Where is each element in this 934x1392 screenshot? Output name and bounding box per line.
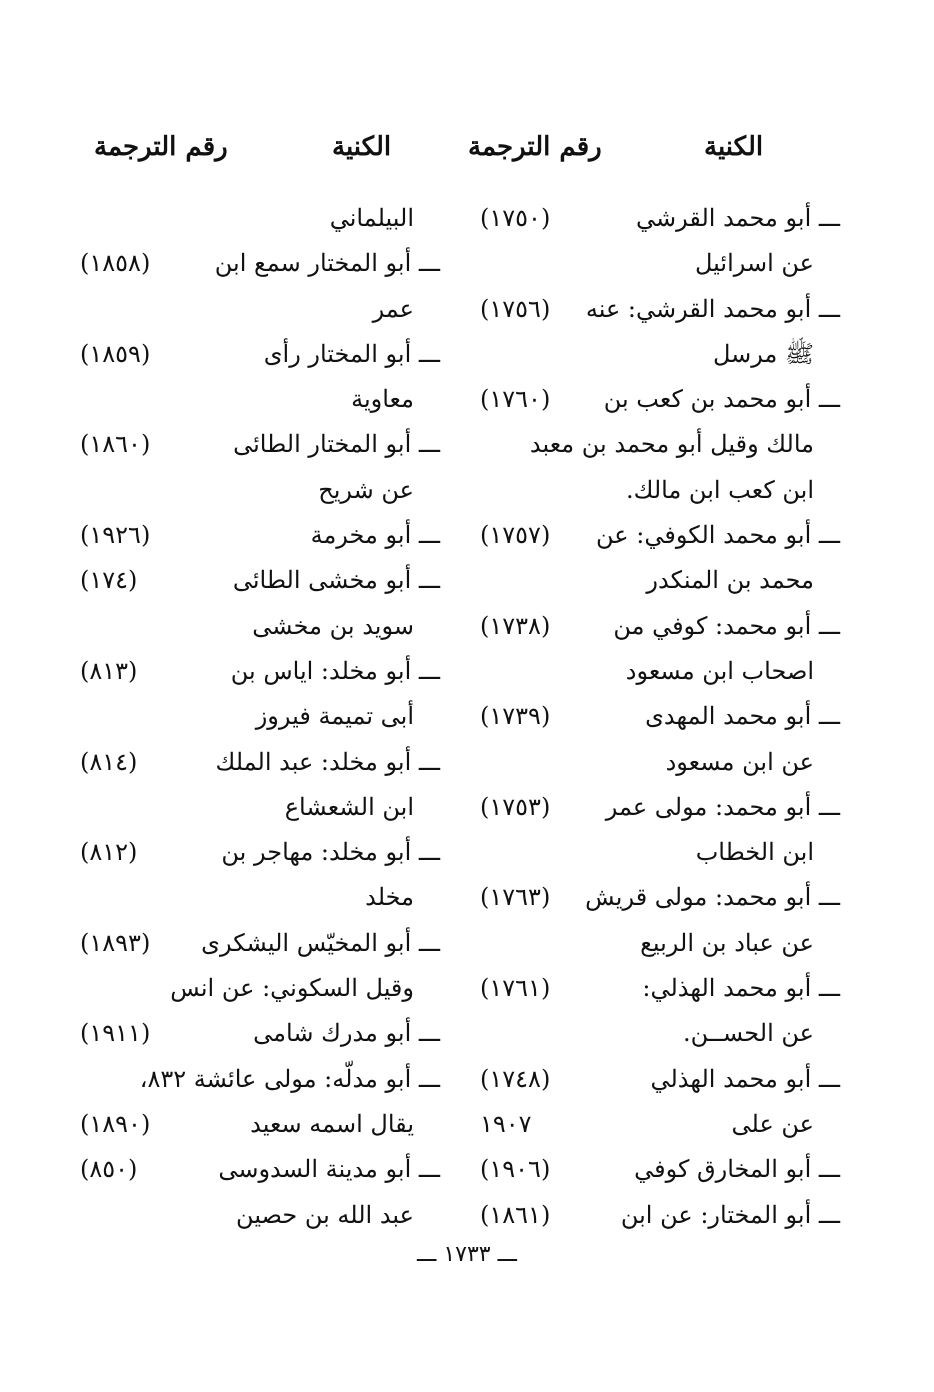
entry-text: ابن الخطاب	[695, 838, 814, 867]
entry-number: (١٧٥٧)	[480, 521, 551, 550]
list-item	[480, 377, 840, 422]
entry-number: (١٧٤٨)	[480, 1064, 551, 1093]
right-column	[480, 196, 840, 1229]
entry-text: ـــ أبو محمد: كوفي من	[613, 611, 840, 640]
entry-text: ـــ أبو المختار رأى	[263, 339, 440, 368]
entry-text: وقيل السكوني: عن انس	[170, 974, 414, 1003]
entry-text: عبد الله بن حصين	[236, 1200, 414, 1229]
entry-text: ابن كعب ابن مالك.	[625, 475, 814, 504]
list-item	[80, 649, 440, 694]
list-item	[80, 921, 440, 966]
list-item	[80, 1102, 440, 1147]
list-item	[480, 1102, 840, 1147]
entry-text: البيلماني	[329, 204, 414, 232]
entry-number: (١٨٦١)	[480, 1200, 551, 1229]
entry-number: (١٨٥٨)	[80, 249, 151, 278]
entry-text: ـــ أبو مخرمة	[310, 521, 440, 550]
entry-number: (١٨٦٠)	[80, 430, 151, 459]
list-item	[80, 558, 440, 603]
list-item	[480, 513, 840, 558]
list-item	[80, 694, 440, 739]
entry-text: عمر	[372, 294, 414, 323]
entry-text: ـــ أبو مدينة السدوسى	[218, 1155, 440, 1184]
entry-text: مخلد	[365, 883, 414, 912]
entry-text: عن الحســن.	[682, 1019, 814, 1048]
list-item	[80, 1193, 440, 1238]
entry-number: (١٧٤)	[80, 566, 138, 595]
list-item	[480, 966, 840, 1011]
entry-text: ـــ أبو مخشى الطائى	[232, 566, 440, 595]
header-left-kunya: الكنية	[332, 132, 392, 162]
list-item	[80, 332, 440, 377]
entry-number: (١٧٣٩)	[480, 702, 551, 731]
list-item	[480, 649, 840, 694]
entry-number: (٨٥٠)	[80, 1155, 138, 1184]
entry-text: ـــ أبو مدلّه: مولى عائشة ٨٣٢،	[139, 1064, 440, 1093]
entry-text: ـــ أبو محمد بن كعب بن	[603, 385, 840, 414]
entry-text: ـــ أبو محمد المهدى	[645, 702, 840, 731]
list-item	[80, 604, 440, 649]
entry-text: سويد بن مخشى	[252, 611, 414, 640]
entry-number: (١٧٦٣)	[480, 883, 551, 912]
entry-text: ـــ أبو المختار: عن ابن	[620, 1200, 840, 1229]
list-item	[80, 513, 440, 558]
list-item	[80, 740, 440, 785]
entry-text: يقال اسمه سعيد	[250, 1109, 414, 1138]
entry-number: (٨١٢)	[80, 838, 138, 867]
list-item	[480, 558, 840, 603]
list-item	[80, 785, 440, 830]
list-item	[80, 830, 440, 875]
entry-number: (١٧٥٦)	[480, 294, 551, 323]
list-item	[480, 921, 840, 966]
list-item	[480, 241, 840, 286]
entry-text: ـــ أبو محمد الهذلي:	[642, 974, 840, 1003]
page-number: ـــ ١٧٣٣ ـــ	[417, 1242, 517, 1267]
entry-text: ـــ أبو المختار الطائى	[233, 430, 440, 459]
header-right-number: رقم الترجمة	[468, 132, 602, 162]
entry-text: عن اسرائيل	[694, 249, 814, 278]
entry-text: ـــ أبو مدرك شامى	[253, 1019, 440, 1048]
list-item	[80, 287, 440, 332]
entry-number: (١٩٢٦)	[80, 521, 151, 550]
entry-number: (٨١٣)	[80, 656, 138, 685]
list-item	[80, 241, 440, 286]
entry-text: ـــ أبو محمد القرشي: عنه	[585, 294, 840, 323]
entry-text: ـــ أبو محمد الهذلي	[650, 1064, 840, 1093]
entry-number: (١٩١١)	[80, 1019, 151, 1048]
list-item	[80, 1057, 440, 1102]
list-item	[480, 1147, 840, 1192]
list-item	[80, 966, 440, 1011]
entry-number: (١٧٦٠)	[480, 385, 551, 414]
list-item	[480, 694, 840, 739]
entry-text: عن ابن مسعود	[665, 747, 814, 776]
entry-number: (١٨٥٩)	[80, 339, 151, 368]
entry-number: (١٨٩٣)	[80, 928, 151, 957]
entry-number: (١٧٥٣)	[480, 792, 551, 821]
entry-text: عن على	[731, 1109, 814, 1138]
entry-text: ابن الشعشاع	[284, 792, 414, 821]
entry-text: عن شريح	[318, 475, 414, 504]
entry-text: ـــ أبو المخيّس اليشكرى	[201, 928, 440, 957]
entry-text: ﷺ مرسل	[712, 339, 814, 368]
entry-text: محمد بن المنكدر	[646, 566, 814, 595]
entry-number: (١٨٩٠)	[80, 1109, 151, 1138]
entry-text: ـــ أبو محمد: مولى قريش	[585, 883, 840, 912]
list-item	[480, 604, 840, 649]
list-item	[80, 875, 440, 920]
entry-number: (٨١٤)	[80, 747, 138, 776]
entry-text: ـــ أبو محمد القرشي	[635, 204, 840, 232]
list-item	[80, 468, 440, 513]
entry-text: أبى تميمة فيروز	[255, 702, 414, 731]
list-item	[80, 196, 440, 241]
header-right-kunya: الكنية	[704, 132, 764, 162]
entry-text: معاوية	[351, 385, 414, 414]
list-item	[480, 875, 840, 920]
list-item	[480, 830, 840, 875]
entry-text: اصحاب ابن مسعود	[625, 656, 814, 685]
entry-text: ـــ أبو المختار سمع ابن	[214, 249, 440, 278]
entry-text: ـــ أبو محمد: مولى عمر	[605, 792, 840, 821]
list-item	[480, 332, 840, 377]
entry-text: عن عباد بن الربيع	[640, 928, 814, 957]
list-item	[480, 1193, 840, 1238]
list-item	[480, 287, 840, 332]
entry-text: ـــ أبو المخارق كوفي	[634, 1155, 840, 1184]
entry-text: ـــ أبو مخلد: عبد الملك	[215, 747, 440, 776]
left-column	[80, 196, 440, 1229]
list-item	[480, 785, 840, 830]
entry-text: ـــ أبو مخلد: مهاجر بن	[221, 838, 440, 867]
list-item	[480, 740, 840, 785]
entry-text: ـــ أبو مخلد: اياس بن	[230, 656, 440, 685]
list-item	[80, 1011, 440, 1056]
entry-number: (١٩٠٦)	[480, 1155, 551, 1184]
header-left-number: رقم الترجمة	[94, 132, 228, 162]
entry-text: ـــ أبو محمد الكوفي: عن	[596, 521, 840, 550]
list-item	[80, 422, 440, 467]
entry-number: ١٩٠٧	[480, 1109, 532, 1138]
entry-number: (١٧٣٨)	[480, 611, 551, 640]
list-item	[480, 1011, 840, 1056]
list-item	[80, 1147, 440, 1192]
list-item	[480, 468, 840, 513]
entry-number: (١٧٦١)	[480, 974, 551, 1003]
list-item	[80, 377, 440, 422]
list-item	[480, 422, 840, 467]
list-item	[480, 1057, 840, 1102]
entry-number: (١٧٥٠)	[480, 204, 551, 232]
list-item	[480, 196, 840, 241]
entry-text: مالك وقيل أبو محمد بن معبد	[529, 430, 814, 459]
